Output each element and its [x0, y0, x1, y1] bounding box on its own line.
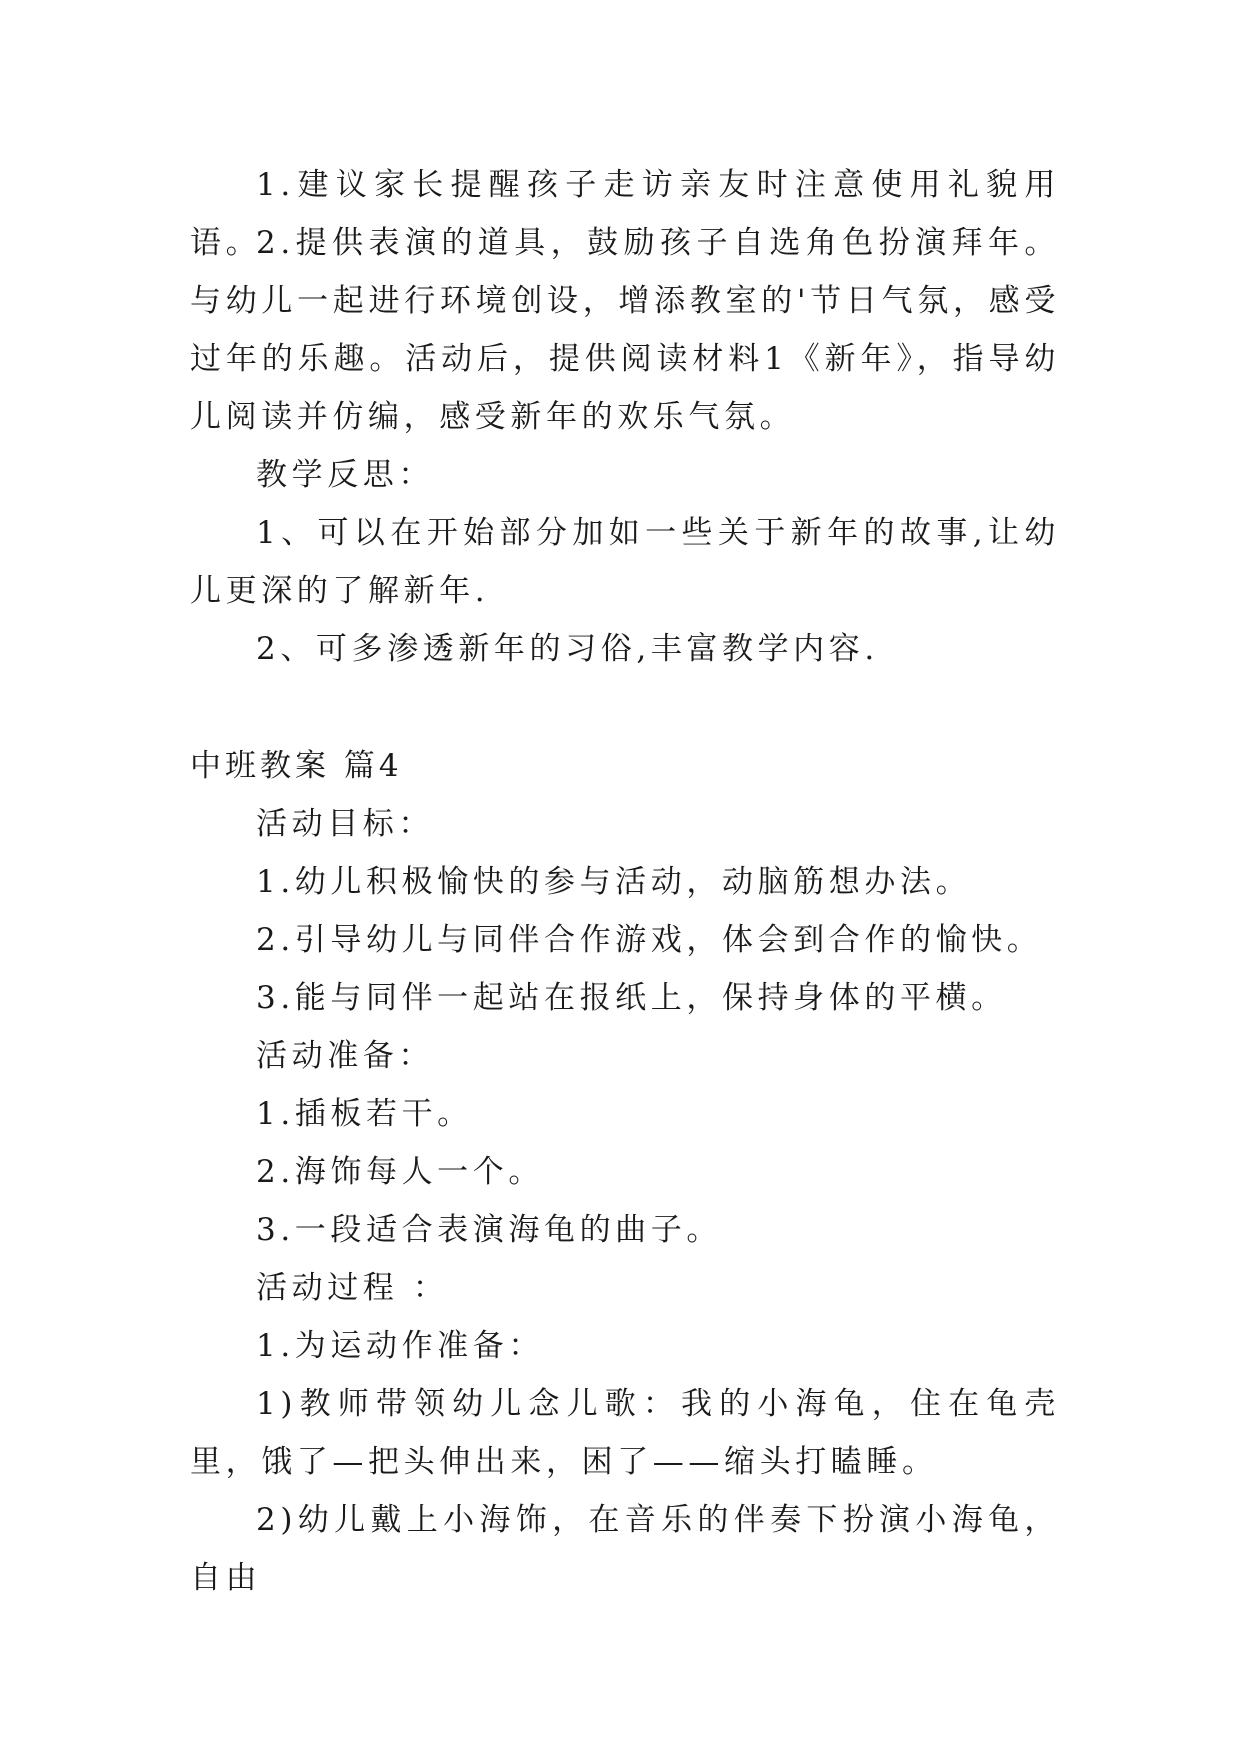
paragraph: 3.能与同伴一起站在报纸上，保持身体的平横。 — [256, 980, 1007, 1016]
paragraph-heading: 教学反思： — [256, 457, 434, 493]
paragraph: 2、可多渗透新年的习俗,丰富教学内容. — [256, 631, 879, 667]
paragraph-heading: 活动准备： — [256, 1038, 434, 1074]
paragraph: 1)教师带领幼儿念儿歌：我的小海龟，住在龟壳里，饿了—把头伸出来，困了——缩头打瞌睡。 — [190, 1386, 1060, 1480]
paragraph: 2.引导幼儿与同伴合作游戏，体会到合作的愉快。 — [256, 922, 1043, 958]
paragraph: 1.插板若干。 — [256, 1096, 473, 1132]
paragraph: 1.为运动作准备： — [256, 1328, 544, 1364]
paragraph-heading: 活动目标： — [256, 806, 434, 842]
paragraph: 1.建议家长提醒孩子走访亲友时注意使用礼貌用语。 — [190, 167, 1060, 261]
paragraph: 1、可以在开始部分加如一些关于新年的故事,让幼儿更深的了解新年. — [190, 515, 1060, 609]
paragraph: 2)幼儿戴上小海饰，在音乐的伴奏下扮演小海龟，自由 — [190, 1502, 1060, 1596]
paragraph: 2.海饰每人一个。 — [256, 1154, 544, 1190]
section-title: 中班教案 篇4 — [190, 748, 403, 784]
paragraph-heading: 活动过程 ： — [256, 1270, 449, 1306]
paragraph: 3.一段适合表演海龟的曲子。 — [256, 1212, 722, 1248]
paragraph: 1.幼儿积极愉快的参与活动，动脑筋想办法。 — [256, 864, 972, 900]
paragraph: 2.提供表演的道具，鼓励孩子自选角色扮演拜年。与幼儿一起进行环境创设，增添教室的'节日气氛，感受过年的乐趣。活动后，提供阅读材料1《新年》，指导幼儿阅读并仿编，感受新年的欢乐气氛。 — [190, 225, 1060, 435]
